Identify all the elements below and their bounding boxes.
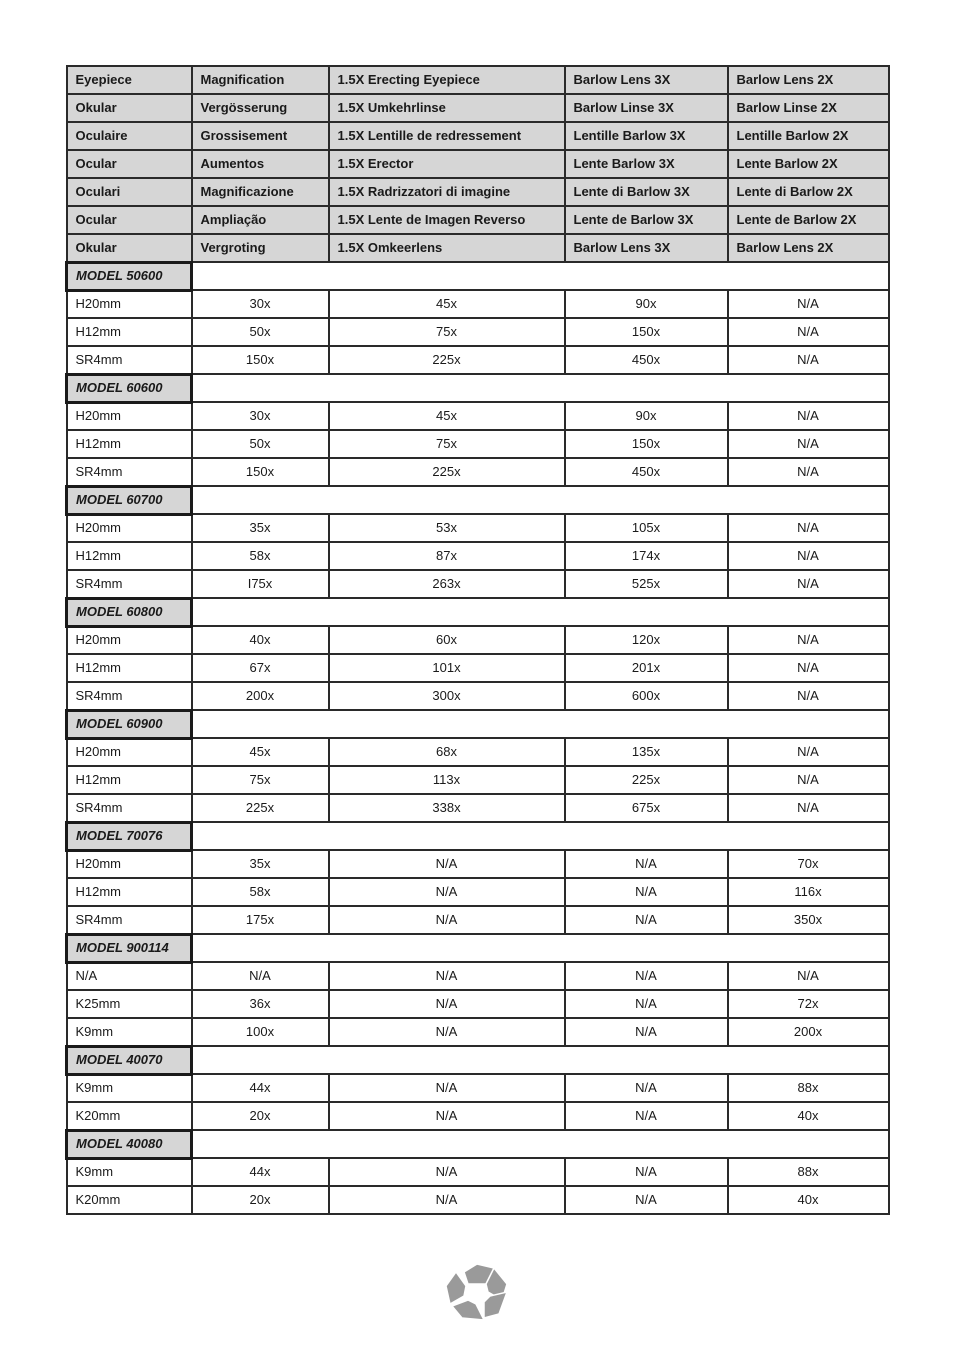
- table-row: [67, 794, 889, 822]
- magnification-cell: 600x: [565, 682, 728, 710]
- magnification-cell: N/A: [728, 766, 889, 794]
- header-cell: Lente di Barlow 2X: [728, 178, 889, 206]
- header-cell: Magnification: [192, 66, 329, 94]
- header-cell: Barlow Linse 3X: [565, 94, 728, 122]
- header-cell: 1.5X Erecting Eyepiece: [329, 66, 565, 94]
- magnification-cell: N/A: [329, 906, 565, 934]
- magnification-cell: N/A: [728, 962, 889, 990]
- table-row: [67, 850, 889, 878]
- eyepiece-cell: K20mm: [67, 1102, 192, 1130]
- model-name: MODEL 40080: [67, 1130, 192, 1158]
- magnification-cell: 50x: [192, 318, 329, 346]
- eyepiece-cell: H20mm: [67, 402, 192, 430]
- magnification-cell: N/A: [728, 542, 889, 570]
- logo-blade: [484, 1292, 507, 1318]
- table-row: [67, 402, 889, 430]
- magnification-cell: 75x: [329, 430, 565, 458]
- header-cell: Oculaire: [67, 122, 192, 150]
- model-name: MODEL 70076: [67, 822, 192, 850]
- magnification-cell: N/A: [728, 458, 889, 486]
- model-name: MODEL 40070: [67, 1046, 192, 1074]
- header-cell: Okular: [67, 234, 192, 262]
- eyepiece-cell: SR4mm: [67, 794, 192, 822]
- magnification-cell: N/A: [329, 1102, 565, 1130]
- table-row: [67, 1158, 889, 1186]
- model-name: MODEL 900114: [67, 934, 192, 962]
- magnification-cell: 20x: [192, 1186, 329, 1214]
- magnification-cell: 88x: [728, 1158, 889, 1186]
- magnification-cell: 58x: [192, 878, 329, 906]
- magnification-cell: N/A: [565, 1074, 728, 1102]
- eyepiece-cell: H12mm: [67, 542, 192, 570]
- logo-aperture: [469, 1284, 486, 1302]
- header-cell: Oculari: [67, 178, 192, 206]
- eyepiece-cell: H20mm: [67, 290, 192, 318]
- eyepiece-cell: H20mm: [67, 626, 192, 654]
- header-cell: Aumentos: [192, 150, 329, 178]
- eyepiece-cell: H12mm: [67, 878, 192, 906]
- header-row: [67, 122, 889, 150]
- header-row: [67, 66, 889, 94]
- magnification-cell: N/A: [565, 906, 728, 934]
- aperture-logo-icon: [444, 1262, 510, 1322]
- table-row: [67, 570, 889, 598]
- model-row-spacer: [192, 1130, 889, 1158]
- magnification-cell: 120x: [565, 626, 728, 654]
- eyepiece-cell: SR4mm: [67, 906, 192, 934]
- magnification-cell: 40x: [192, 626, 329, 654]
- eyepiece-cell: K9mm: [67, 1158, 192, 1186]
- header-cell: Eyepiece: [67, 66, 192, 94]
- header-cell: Magnificazione: [192, 178, 329, 206]
- model-header-row: [67, 374, 889, 402]
- header-cell: Ocular: [67, 150, 192, 178]
- magnification-cell: N/A: [728, 626, 889, 654]
- magnification-table: [65, 65, 890, 1215]
- model-header-row: [67, 1046, 889, 1074]
- magnification-cell: N/A: [329, 990, 565, 1018]
- table-row: [67, 906, 889, 934]
- magnification-cell: N/A: [728, 514, 889, 542]
- header-cell: Lentille Barlow 2X: [728, 122, 889, 150]
- table-row: [67, 1018, 889, 1046]
- magnification-cell: N/A: [565, 850, 728, 878]
- magnification-cell: N/A: [329, 962, 565, 990]
- header-cell: Vergösserung: [192, 94, 329, 122]
- table-row: [67, 654, 889, 682]
- magnification-cell: 105x: [565, 514, 728, 542]
- table-row: [67, 766, 889, 794]
- magnification-cell: N/A: [565, 962, 728, 990]
- table-row: [67, 1102, 889, 1130]
- magnification-cell: 87x: [329, 542, 565, 570]
- magnification-cell: N/A: [728, 346, 889, 374]
- model-header-row: [67, 1130, 889, 1158]
- eyepiece-cell: H20mm: [67, 514, 192, 542]
- model-row-spacer: [192, 262, 889, 290]
- magnification-cell: 101x: [329, 654, 565, 682]
- eyepiece-cell: SR4mm: [67, 458, 192, 486]
- magnification-cell: 44x: [192, 1074, 329, 1102]
- header-cell: Okular: [67, 94, 192, 122]
- model-header-row: [67, 822, 889, 850]
- model-name: MODEL 60700: [67, 486, 192, 514]
- magnification-cell: 225x: [329, 346, 565, 374]
- magnification-cell: 100x: [192, 1018, 329, 1046]
- magnification-cell: 200x: [728, 1018, 889, 1046]
- magnification-cell: N/A: [565, 990, 728, 1018]
- magnification-cell: 450x: [565, 346, 728, 374]
- magnification-cell: 263x: [329, 570, 565, 598]
- model-header-row: [67, 710, 889, 738]
- magnification-cell: 338x: [329, 794, 565, 822]
- magnification-cell: N/A: [728, 570, 889, 598]
- table-row: [67, 1074, 889, 1102]
- magnification-cell: N/A: [329, 878, 565, 906]
- table-row: [67, 458, 889, 486]
- header-cell: Ocular: [67, 206, 192, 234]
- table-row: [67, 290, 889, 318]
- table-row: [67, 514, 889, 542]
- magnification-cell: 88x: [728, 1074, 889, 1102]
- logo-blade: [452, 1300, 484, 1320]
- magnification-cell: 40x: [728, 1186, 889, 1214]
- magnification-cell: 113x: [329, 766, 565, 794]
- magnification-cell: 225x: [192, 794, 329, 822]
- table-row: [67, 626, 889, 654]
- magnification-cell: 201x: [565, 654, 728, 682]
- magnification-cell: 90x: [565, 402, 728, 430]
- magnification-cell: N/A: [329, 1186, 565, 1214]
- table-row: [67, 1186, 889, 1214]
- magnification-cell: N/A: [565, 1018, 728, 1046]
- magnification-cell: 90x: [565, 290, 728, 318]
- magnification-cell: 67x: [192, 654, 329, 682]
- header-cell: Lente Barlow 2X: [728, 150, 889, 178]
- magnification-cell: 300x: [329, 682, 565, 710]
- magnification-cell: N/A: [728, 738, 889, 766]
- header-cell: Ampliação: [192, 206, 329, 234]
- magnification-cell: 116x: [728, 878, 889, 906]
- table-row: [67, 542, 889, 570]
- model-header-row: [67, 934, 889, 962]
- eyepiece-cell: K9mm: [67, 1074, 192, 1102]
- header-cell: 1.5X Umkehrlinse: [329, 94, 565, 122]
- eyepiece-cell: H20mm: [67, 850, 192, 878]
- model-row-spacer: [192, 710, 889, 738]
- magnification-cell: 525x: [565, 570, 728, 598]
- magnification-cell: 35x: [192, 514, 329, 542]
- magnification-cell: 68x: [329, 738, 565, 766]
- table-row: [67, 878, 889, 906]
- magnification-cell: N/A: [728, 682, 889, 710]
- magnification-cell: 150x: [192, 458, 329, 486]
- magnification-cell: 30x: [192, 290, 329, 318]
- magnification-cell: 40x: [728, 1102, 889, 1130]
- magnification-cell: 20x: [192, 1102, 329, 1130]
- header-cell: Lente Barlow 3X: [565, 150, 728, 178]
- magnification-cell: 60x: [329, 626, 565, 654]
- header-row: [67, 94, 889, 122]
- magnification-cell: 225x: [565, 766, 728, 794]
- eyepiece-cell: SR4mm: [67, 346, 192, 374]
- table-row: [67, 318, 889, 346]
- magnification-cell: 175x: [192, 906, 329, 934]
- header-cell: 1.5X Lente de Imagen Reverso: [329, 206, 565, 234]
- header-row: [67, 234, 889, 262]
- model-header-row: [67, 262, 889, 290]
- magnification-cell: N/A: [728, 654, 889, 682]
- magnification-cell: 36x: [192, 990, 329, 1018]
- header-row: [67, 206, 889, 234]
- magnification-cell: N/A: [728, 290, 889, 318]
- magnification-cell: 45x: [329, 402, 565, 430]
- magnification-cell: 450x: [565, 458, 728, 486]
- header-cell: Barlow Lens 3X: [565, 66, 728, 94]
- magnification-cell: N/A: [728, 430, 889, 458]
- header-row: [67, 150, 889, 178]
- model-row-spacer: [192, 486, 889, 514]
- header-cell: 1.5X Radrizzatori di imagine: [329, 178, 565, 206]
- magnification-cell: 72x: [728, 990, 889, 1018]
- header-cell: Lente de Barlow 3X: [565, 206, 728, 234]
- magnification-cell: 75x: [329, 318, 565, 346]
- magnification-cell: 35x: [192, 850, 329, 878]
- table-row: [67, 682, 889, 710]
- table-row: [67, 430, 889, 458]
- header-cell: Barlow Lens 2X: [728, 234, 889, 262]
- magnification-cell: I75x: [192, 570, 329, 598]
- magnification-cell: N/A: [565, 1102, 728, 1130]
- table-row: [67, 346, 889, 374]
- logo-blade: [446, 1272, 466, 1304]
- model-row-spacer: [192, 598, 889, 626]
- header-cell: 1.5X Lentille de redressement: [329, 122, 565, 150]
- header-cell: Barlow Lens 3X: [565, 234, 728, 262]
- magnification-cell: 150x: [565, 318, 728, 346]
- eyepiece-cell: K25mm: [67, 990, 192, 1018]
- magnification-cell: 75x: [192, 766, 329, 794]
- model-name: MODEL 60900: [67, 710, 192, 738]
- eyepiece-cell: SR4mm: [67, 682, 192, 710]
- magnification-cell: 350x: [728, 906, 889, 934]
- magnification-cell: 45x: [192, 738, 329, 766]
- model-header-row: [67, 486, 889, 514]
- eyepiece-cell: H12mm: [67, 430, 192, 458]
- model-row-spacer: [192, 1046, 889, 1074]
- magnification-cell: N/A: [329, 1158, 565, 1186]
- magnification-cell: N/A: [565, 1158, 728, 1186]
- header-cell: Grossisement: [192, 122, 329, 150]
- eyepiece-cell: K20mm: [67, 1186, 192, 1214]
- magnification-cell: 30x: [192, 402, 329, 430]
- header-cell: Barlow Lens 2X: [728, 66, 889, 94]
- magnification-cell: 44x: [192, 1158, 329, 1186]
- table-row: [67, 962, 889, 990]
- magnification-cell: N/A: [565, 1186, 728, 1214]
- magnification-cell: 200x: [192, 682, 329, 710]
- magnification-cell: 45x: [329, 290, 565, 318]
- magnification-cell: N/A: [329, 850, 565, 878]
- magnification-cell: N/A: [192, 962, 329, 990]
- eyepiece-cell: K9mm: [67, 1018, 192, 1046]
- header-cell: Lentille Barlow 3X: [565, 122, 728, 150]
- magnification-cell: 225x: [329, 458, 565, 486]
- eyepiece-cell: H12mm: [67, 766, 192, 794]
- model-row-spacer: [192, 934, 889, 962]
- eyepiece-cell: H12mm: [67, 318, 192, 346]
- model-name: MODEL 60800: [67, 598, 192, 626]
- model-row-spacer: [192, 822, 889, 850]
- magnification-cell: 675x: [565, 794, 728, 822]
- magnification-cell: 150x: [565, 430, 728, 458]
- table-body: [67, 66, 889, 1214]
- header-row: [67, 178, 889, 206]
- model-name: MODEL 60600: [67, 374, 192, 402]
- eyepiece-cell: SR4mm: [67, 570, 192, 598]
- magnification-cell: N/A: [329, 1074, 565, 1102]
- magnification-cell: 58x: [192, 542, 329, 570]
- header-cell: Lente di Barlow 3X: [565, 178, 728, 206]
- magnification-cell: N/A: [728, 402, 889, 430]
- magnification-cell: 150x: [192, 346, 329, 374]
- eyepiece-cell: H12mm: [67, 654, 192, 682]
- magnification-cell: N/A: [565, 878, 728, 906]
- magnification-cell: 53x: [329, 514, 565, 542]
- magnification-cell: 70x: [728, 850, 889, 878]
- model-name: MODEL 50600: [67, 262, 192, 290]
- header-cell: Vergroting: [192, 234, 329, 262]
- magnification-cell: N/A: [329, 1018, 565, 1046]
- magnification-cell: 135x: [565, 738, 728, 766]
- header-cell: 1.5X Omkeerlens: [329, 234, 565, 262]
- magnification-cell: 174x: [565, 542, 728, 570]
- header-cell: 1.5X Erector: [329, 150, 565, 178]
- magnification-cell: 50x: [192, 430, 329, 458]
- header-cell: Barlow Linse 2X: [728, 94, 889, 122]
- magnification-cell: N/A: [728, 794, 889, 822]
- model-row-spacer: [192, 374, 889, 402]
- header-cell: Lente de Barlow 2X: [728, 206, 889, 234]
- table-row: [67, 738, 889, 766]
- table-row: [67, 990, 889, 1018]
- eyepiece-cell: N/A: [67, 962, 192, 990]
- eyepiece-cell: H20mm: [67, 738, 192, 766]
- magnification-cell: N/A: [728, 318, 889, 346]
- model-header-row: [67, 598, 889, 626]
